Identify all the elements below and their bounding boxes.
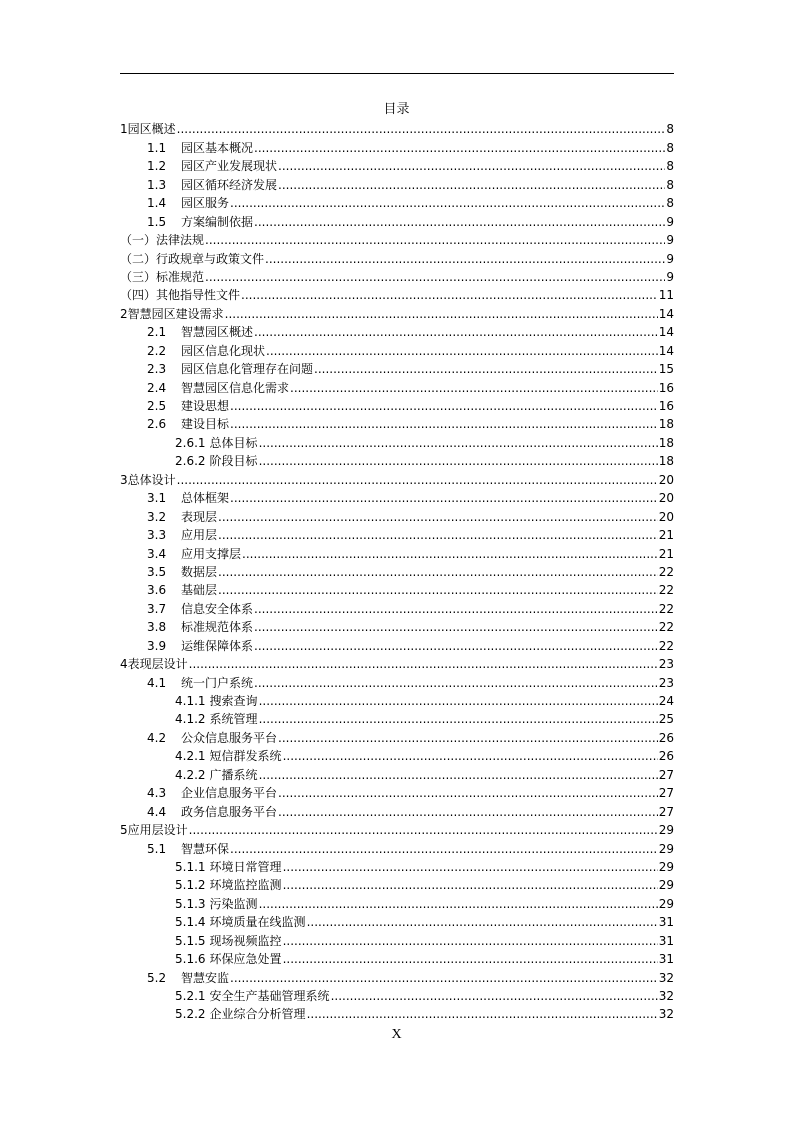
toc-entry-page: 14 (658, 325, 674, 340)
toc-entry-number: （一） (120, 233, 157, 248)
toc-entry[interactable] (120, 1003, 674, 1021)
toc-entry-page: 32 (658, 1007, 674, 1022)
toc-entry-title: 系统管理 (209, 712, 258, 727)
toc-entry-title: 信息安全体系 (181, 601, 254, 616)
toc-entry-page: 31 (658, 933, 674, 948)
toc-entry-page: 9 (666, 214, 674, 229)
toc-entry-title: 公众信息服务平台 (181, 730, 278, 745)
toc-entry[interactable] (120, 911, 674, 929)
dot-leader (218, 583, 658, 597)
toc-entry-page: 20 (658, 509, 674, 524)
dot-leader (230, 196, 665, 210)
dot-leader (278, 178, 665, 192)
toc-entry-page: 9 (666, 269, 674, 284)
dot-leader (283, 860, 658, 874)
toc-entry-page: 16 (658, 399, 674, 413)
dot-leader (259, 712, 658, 726)
toc-entry-title: 统一门户系统 (181, 675, 254, 690)
toc-entry[interactable] (120, 892, 674, 910)
toc-entry-number: 2.6 (147, 417, 167, 432)
table-of-contents (120, 118, 674, 1021)
toc-entry-page: 25 (658, 712, 674, 727)
toc-entry-title: 园区概述 (127, 122, 176, 137)
toc-entry-title: 园区信息化管理存在问题 (181, 362, 314, 377)
toc-entry[interactable] (120, 579, 674, 597)
toc-entry[interactable] (120, 118, 674, 136)
toc-entry-page: 27 (658, 804, 674, 819)
toc-entry-page: 18 (658, 454, 674, 469)
toc-entry-page: 29 (658, 878, 674, 893)
toc-entry-number: 2.5 (147, 399, 167, 413)
toc-entry-page: 22 (658, 601, 674, 616)
toc-entry-title: 广播系统 (209, 767, 258, 782)
toc-entry-page: 21 (658, 528, 674, 543)
toc-entry-title: 建设思想 (181, 399, 230, 413)
toc-entry[interactable] (120, 763, 674, 781)
toc-entry-page: 21 (658, 546, 674, 561)
dot-leader (259, 454, 658, 468)
toc-entry-number: 5.1.1 (175, 859, 206, 874)
dot-leader (307, 915, 658, 929)
dot-leader (290, 381, 658, 395)
toc-entry-number: （二） (120, 251, 157, 266)
toc-entry[interactable] (120, 966, 674, 984)
toc-entry[interactable] (120, 155, 674, 173)
toc-entry-title: 总体框架 (181, 491, 230, 506)
toc-entry[interactable] (120, 745, 674, 763)
toc-entry[interactable] (120, 173, 674, 191)
toc-entry-title: 法律法规 (156, 233, 205, 248)
toc-entry-number: 5 (120, 823, 128, 838)
toc-entry-page: 23 (658, 675, 674, 690)
dot-leader (230, 417, 658, 431)
dot-leader (218, 565, 658, 579)
toc-entry-page: 32 (658, 989, 674, 1003)
dot-leader (259, 768, 658, 782)
toc-entry-title: 其他指导性文件 (156, 288, 241, 303)
toc-entry[interactable] (120, 597, 674, 615)
toc-entry[interactable] (120, 339, 674, 357)
dot-leader (307, 1007, 658, 1021)
toc-entry[interactable] (120, 985, 674, 1003)
toc-entry-title: 标准规范体系 (181, 620, 254, 635)
toc-entry-number: 3 (120, 472, 128, 487)
dot-leader (225, 307, 658, 321)
toc-entry-page: 29 (658, 859, 674, 874)
toc-entry-number: 4.4 (147, 804, 167, 819)
toc-entry[interactable] (120, 726, 674, 744)
toc-entry-title: 园区循环经济发展 (181, 177, 278, 192)
toc-entry-number: 3.8 (147, 620, 167, 635)
toc-entry-page: 18 (658, 417, 674, 432)
toc-entry-number: 1.1 (147, 140, 167, 155)
toc-entry-page: 31 (658, 952, 674, 967)
toc-entry-number: 3.6 (147, 583, 167, 598)
toc-entry-title: 数据层 (181, 564, 218, 579)
toc-entry-number: 5.1.3 (175, 896, 206, 911)
dot-leader (242, 547, 658, 561)
toc-entry[interactable] (120, 247, 674, 265)
toc-entry[interactable] (120, 266, 674, 284)
toc-entry[interactable] (120, 819, 674, 837)
toc-entry[interactable] (120, 321, 674, 339)
toc-entry-number: 3.3 (147, 528, 167, 543)
toc-entry-page: 14 (658, 343, 674, 358)
dot-leader (189, 823, 658, 837)
toc-entry-title: 运维保障体系 (181, 638, 254, 653)
toc-entry[interactable] (120, 948, 674, 966)
toc-entry-title: 污染监测 (209, 896, 258, 911)
toc-entry-title: 园区信息化现状 (181, 343, 266, 358)
toc-entry-page: 22 (658, 564, 674, 579)
page-number: X (391, 1027, 402, 1042)
toc-entry[interactable] (120, 542, 674, 560)
dot-leader (259, 897, 658, 911)
toc-entry-title: 应用层 (181, 528, 218, 543)
toc-entry-title: 智慧园区概述 (181, 325, 254, 340)
toc-entry-number: 4.1 (147, 675, 167, 690)
toc-entry[interactable] (120, 708, 674, 726)
toc-entry-number: 4.2.2 (175, 767, 206, 782)
toc-entry[interactable] (120, 284, 674, 302)
header-rule (120, 73, 674, 74)
dot-leader (278, 786, 658, 800)
toc-entry-page: 26 (658, 749, 674, 764)
dot-leader (205, 233, 665, 247)
toc-entry-number: 4.3 (147, 786, 167, 801)
dot-leader (265, 252, 665, 266)
toc-entry-number: 4.1.2 (175, 712, 206, 727)
toc-entry-title: 环保应急处置 (209, 952, 282, 967)
toc-entry-page: 29 (658, 823, 674, 838)
toc-entry-title: 环境日常管理 (209, 859, 282, 874)
toc-entry-page: 15 (658, 362, 674, 377)
toc-entry[interactable] (120, 653, 674, 671)
dot-leader (254, 215, 665, 229)
toc-entry-title: 安全生产基础管理系统 (209, 989, 330, 1003)
toc-entry-number: 2.1 (147, 325, 167, 340)
toc-entry-page: 27 (658, 767, 674, 782)
dot-leader (230, 399, 658, 413)
toc-entry-number: 5.1.5 (175, 933, 206, 948)
toc-entry-number: （四） (120, 288, 157, 303)
toc-entry-title: 应用支撑层 (181, 546, 242, 561)
dot-leader (254, 325, 658, 339)
toc-entry-number: 5.1.4 (175, 915, 206, 930)
toc-entry-title: 表现层 (181, 509, 218, 524)
toc-entry-number: 1.3 (147, 177, 167, 192)
toc-entry[interactable] (120, 136, 674, 154)
toc-entry-number: 3.9 (147, 638, 167, 653)
toc-entry-page: 11 (658, 288, 674, 303)
toc-entry-page: 27 (658, 786, 674, 801)
toc-entry-number: 5.2.1 (175, 989, 206, 1003)
toc-entry[interactable] (120, 690, 674, 708)
dot-leader (254, 639, 658, 653)
toc-entry-number: 3.7 (147, 601, 167, 616)
dot-leader (254, 602, 658, 616)
toc-entry-number: 4.2.1 (175, 749, 206, 764)
toc-entry-number: 2.2 (147, 343, 167, 358)
toc-entry[interactable] (120, 524, 674, 542)
toc-entry-number: （三） (120, 269, 157, 284)
toc-entry[interactable] (120, 671, 674, 689)
dot-leader (177, 122, 666, 136)
toc-entry[interactable] (120, 874, 674, 892)
toc-entry-page: 22 (658, 620, 674, 635)
toc-entry-title: 标准规范 (156, 269, 205, 284)
toc-entry-title: 搜索查询 (209, 694, 258, 708)
toc-entry-number: 2 (120, 306, 128, 321)
toc-entry-page: 16 (658, 380, 674, 395)
toc-entry-title: 智慧园区信息化需求 (181, 380, 290, 395)
dot-leader (241, 288, 658, 302)
dot-leader (189, 657, 658, 671)
toc-entry-page: 23 (658, 657, 674, 672)
toc-entry-title: 环境质量在线监测 (209, 915, 306, 930)
toc-entry-page: 18 (658, 435, 674, 450)
dot-leader (331, 989, 658, 1003)
dot-leader (278, 805, 658, 819)
toc-entry-title: 现场视频监控 (209, 933, 282, 948)
toc-entry[interactable] (120, 358, 674, 376)
toc-entry-number: 1.4 (147, 196, 167, 211)
toc-entry[interactable] (120, 395, 674, 413)
toc-entry-number: 2.4 (147, 380, 167, 395)
toc-entry-number: 5.2 (147, 970, 167, 985)
toc-entry[interactable] (120, 782, 674, 800)
dot-leader (230, 491, 658, 505)
dot-leader (259, 436, 658, 450)
toc-entry[interactable] (120, 616, 674, 634)
toc-entry-title: 企业综合分析管理 (209, 1007, 306, 1022)
toc-entry-title: 表现层设计 (127, 657, 188, 672)
toc-entry-title: 企业信息服务平台 (181, 786, 278, 801)
toc-entry-title: 园区产业发展现状 (181, 159, 278, 174)
toc-entry-page: 20 (658, 491, 674, 506)
toc-entry[interactable] (120, 505, 674, 523)
dot-leader (259, 694, 658, 708)
dot-leader (266, 344, 658, 358)
toc-entry-number: 5.2.2 (175, 1007, 206, 1022)
toc-entry-page: 8 (666, 196, 674, 211)
dot-leader (254, 676, 658, 690)
toc-entry[interactable] (120, 413, 674, 431)
toc-entry-page: 8 (666, 159, 674, 174)
toc-entry-page: 8 (666, 140, 674, 155)
toc-entry-number: 3.2 (147, 509, 167, 524)
toc-entry-page: 24 (658, 694, 674, 708)
toc-entry-title: 环境监控监测 (209, 878, 282, 893)
toc-entry[interactable] (120, 192, 674, 210)
toc-entry[interactable] (120, 856, 674, 874)
toc-entry-number: 3.4 (147, 546, 167, 561)
toc-entry-page: 31 (658, 915, 674, 930)
toc-entry[interactable] (120, 302, 674, 320)
toc-entry-title: 智慧安监 (181, 970, 230, 985)
toc-entry-page: 9 (666, 233, 674, 248)
dot-leader (314, 362, 658, 376)
toc-entry[interactable] (120, 837, 674, 855)
toc-entry-title: 方案编制依据 (181, 214, 254, 229)
toc-entry[interactable] (120, 450, 674, 468)
toc-entry-number: 3.5 (147, 564, 167, 579)
dot-leader (177, 473, 658, 487)
toc-entry-number: 3.1 (147, 491, 167, 506)
dot-leader (278, 159, 665, 173)
dot-leader (278, 731, 658, 745)
toc-entry[interactable] (120, 800, 674, 818)
toc-entry-number: 5.1.6 (175, 952, 206, 967)
toc-entry[interactable] (120, 376, 674, 394)
toc-entry-title: 智慧园区建设需求 (127, 306, 224, 321)
dot-leader (230, 842, 658, 856)
toc-entry-page: 8 (666, 177, 674, 192)
toc-entry-number: 5.1 (147, 841, 167, 856)
toc-entry-title: 建设目标 (181, 417, 230, 432)
page-title: 目录 (383, 102, 410, 117)
toc-entry-number: 4 (120, 657, 128, 672)
toc-entry-number: 1.5 (147, 214, 167, 229)
toc-entry-page: 29 (658, 896, 674, 911)
toc-entry[interactable] (120, 634, 674, 652)
toc-entry-page: 20 (658, 472, 674, 487)
toc-entry-page: 22 (658, 638, 674, 653)
toc-entry-number: 4.2 (147, 730, 167, 745)
toc-entry-title: 阶段目标 (209, 454, 258, 469)
toc-entry-page: 26 (658, 730, 674, 745)
toc-entry[interactable] (120, 468, 674, 486)
dot-leader (254, 620, 658, 634)
toc-entry[interactable] (120, 487, 674, 505)
toc-entry-number: 2.3 (147, 362, 167, 377)
toc-entry[interactable] (120, 210, 674, 228)
toc-entry-title: 园区服务 (181, 196, 230, 211)
toc-entry-number: 4.1.1 (175, 694, 206, 708)
toc-entry-page: 22 (658, 583, 674, 598)
toc-entry-page: 14 (658, 306, 674, 321)
toc-entry-title: 短信群发系统 (209, 749, 282, 764)
dot-leader (205, 270, 665, 284)
dot-leader (218, 510, 658, 524)
toc-entry-title: 智慧环保 (181, 841, 230, 856)
dot-leader (283, 878, 658, 892)
toc-entry-number: 1 (120, 122, 128, 137)
toc-entry-number: 2.6.1 (175, 435, 206, 450)
dot-leader (283, 934, 658, 948)
toc-entry[interactable] (120, 561, 674, 579)
toc-entry-title: 总体设计 (127, 472, 176, 487)
dot-leader (254, 141, 665, 155)
toc-entry-page: 29 (658, 841, 674, 856)
toc-entry-title: 应用层设计 (127, 823, 188, 838)
toc-entry[interactable] (120, 929, 674, 947)
toc-entry-title: 总体目标 (209, 435, 258, 450)
toc-entry-number: 2.6.2 (175, 454, 206, 469)
toc-entry-title: 园区基本概况 (181, 140, 254, 155)
toc-entry-page: 9 (666, 251, 674, 266)
dot-leader (283, 749, 658, 763)
toc-entry-page: 32 (658, 970, 674, 985)
toc-entry[interactable] (120, 229, 674, 247)
dot-leader (230, 971, 658, 985)
toc-entry-number: 5.1.2 (175, 878, 206, 893)
toc-entry-title: 政务信息服务平台 (181, 804, 278, 819)
dot-leader (283, 952, 658, 966)
toc-entry-title: 行政规章与政策文件 (156, 251, 265, 266)
toc-entry-title: 基础层 (181, 583, 218, 598)
toc-entry-page: 8 (666, 122, 674, 137)
toc-entry-number: 1.2 (147, 159, 167, 174)
dot-leader (218, 528, 658, 542)
toc-entry[interactable] (120, 431, 674, 449)
